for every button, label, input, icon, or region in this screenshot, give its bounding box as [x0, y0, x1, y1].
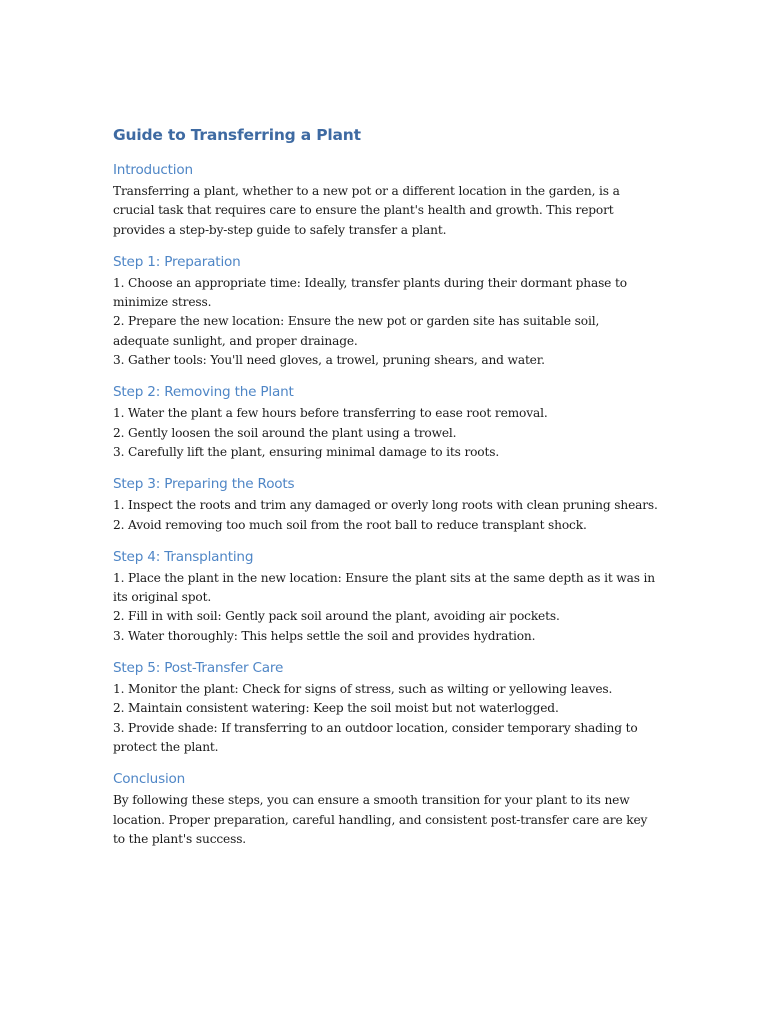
step-4-item: 2. Fill in with soil: Gently pack soil around the plant, avoiding air pockets. — [113, 609, 560, 624]
step-5-section — [113, 658, 658, 757]
step-1-item: 2. Prepare the new location: Ensure the new pot or garden site has suitable soil, adequate sunlight, and proper drainage. — [113, 314, 600, 348]
step-2-heading: Step 2: Removing the Plant — [113, 384, 294, 401]
conclusion-section — [113, 769, 658, 849]
step-2-item: 3. Carefully lift the plant, ensuring minimal damage to its roots. — [113, 444, 500, 459]
document-title: Guide to Transferring a Plant — [113, 126, 361, 144]
introduction-heading: Introduction — [113, 162, 193, 178]
step-1-heading: Step 1: Preparation — [113, 253, 241, 270]
step-4-heading: Step 4: Transplanting — [113, 548, 254, 565]
step-2-item: 2. Gently loosen the soil around the plant using a trowel. — [113, 425, 457, 440]
step-5-item: 2. Maintain consistent watering: Keep the soil moist but not waterlogged. — [113, 701, 559, 716]
introduction-text: Transferring a plant, whether to a new pot or a different location in the garden, is a crucial task that requires care to ensure the plant's health and growth. This report provides a step-by-step guide to safely transfer a plant. — [113, 184, 620, 237]
step-1-item: 3. Gather tools: You'll need gloves, a trowel, pruning shears, and water. — [113, 353, 545, 368]
step-1-item: 1. Choose an appropriate time: Ideally, transfer plants during their dormant phase to minimize stress. — [113, 275, 627, 310]
step-3-heading: Step 3: Preparing the Roots — [113, 476, 295, 493]
step-5-item: 1. Monitor the plant: Check for signs of stress, such as wilting or yellowing leaves. — [113, 682, 613, 697]
introduction-section — [113, 160, 658, 240]
step-5-item: 3. Provide shade: If transferring to an outdoor location, consider temporary shading to protect the plant. — [113, 720, 638, 754]
step-4-section — [113, 547, 658, 646]
step-4-item: 1. Place the plant in the new location: Ensure the plant sits at the same depth as it was in its original spot. — [113, 570, 655, 605]
step-4-item: 3. Water thoroughly: This helps settle the soil and provides hydration. — [113, 628, 536, 643]
step-2-section — [113, 382, 658, 462]
step-3-item: 1. Inspect the roots and trim any damaged or overly long roots with clean pruning shears. — [113, 498, 658, 513]
step-2-item: 1. Water the plant a few hours before transferring to ease root removal. — [113, 406, 548, 421]
conclusion-text: By following these steps, you can ensure a smooth transition for your plant to its new location. Proper preparation, careful handling, and consistent post-transfer care are key to the plant's success. — [113, 793, 648, 846]
step-1-section — [113, 252, 658, 370]
step-3-item: 2. Avoid removing too much soil from the root ball to reduce transplant shock. — [113, 517, 587, 532]
document-page — [113, 124, 658, 861]
conclusion-heading: Conclusion — [113, 771, 186, 788]
step-3-section — [113, 474, 658, 535]
step-5-heading: Step 5: Post-Transfer Care — [113, 660, 284, 677]
